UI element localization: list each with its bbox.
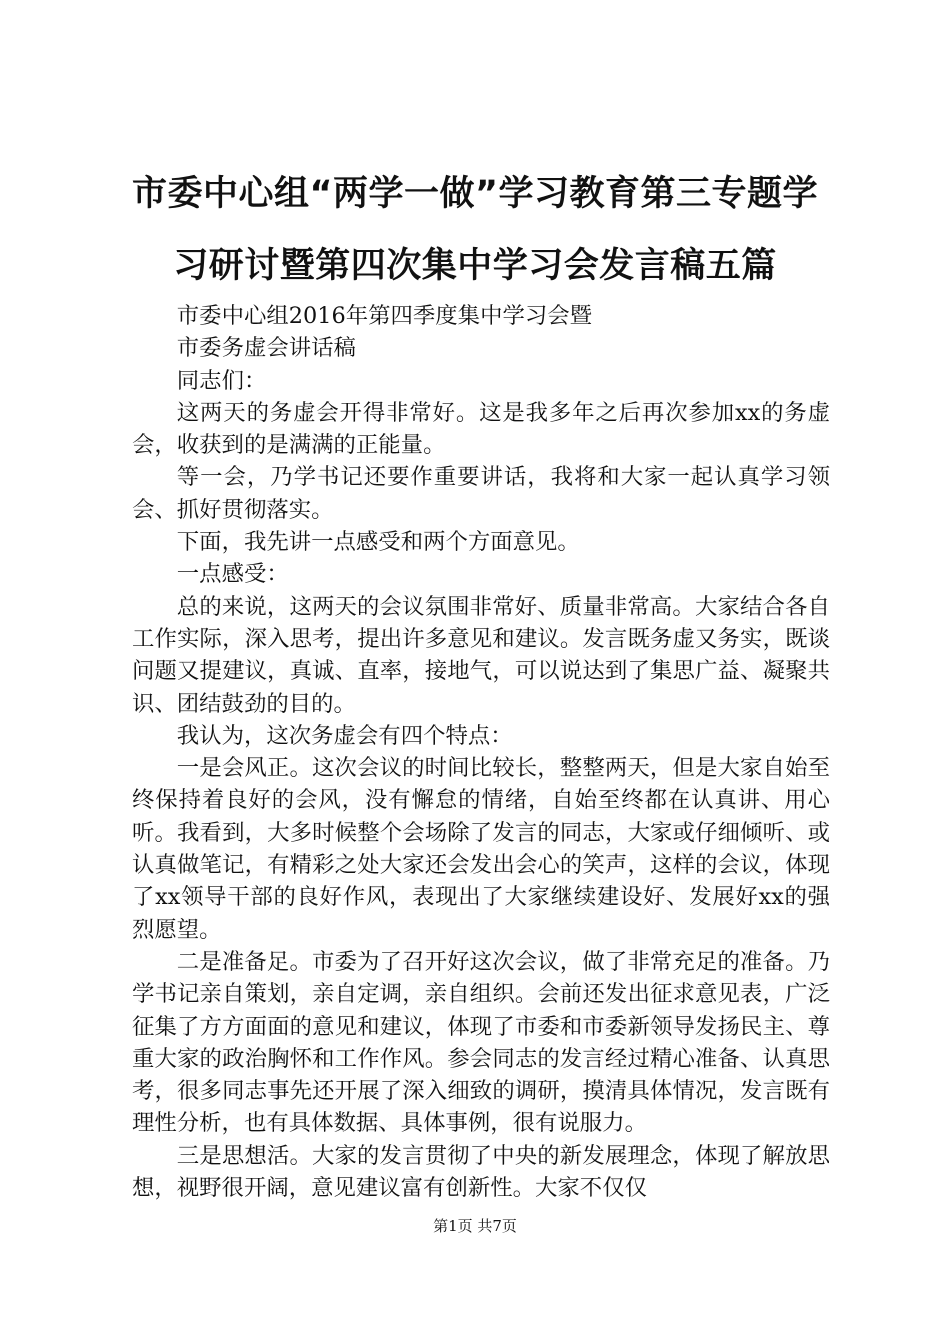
paragraph: 同志们： (176, 367, 267, 394)
paragraph: 等一会，乃学书记还要作重要讲话，我将和大家一起认真学习领会、抓好贯彻落实。 (132, 464, 830, 523)
title-line: 市委中心组“两学一做”学习教育第三专题学 (131, 174, 818, 214)
paragraph: 市委务虚会讲话稿 (176, 335, 356, 362)
page-number-footer: 第1页 共7页 (433, 1217, 517, 1235)
paragraph: 下面，我先讲一点感受和两个方面意见。 (176, 529, 580, 556)
paragraph: 三是思想活。大家的发言贯彻了中央的新发展理念，体现了解放思想，视野很开阔，意见建议富有创新性。大家不仅仅 (132, 1142, 830, 1202)
paragraph: 总的来说，这两天的会议氛围非常好、质量非常高。大家结合各自工作实际，深入思考，提出许多意见和建议。发言既务虚又务实，既谈问题又提建议，真诚、直率，接地气，可以说达到了集思广益、凝聚共识、团结鼓劲的目的。 (132, 593, 830, 717)
paragraph: 我认为，这次务虚会有四个特点： (176, 722, 513, 749)
paragraph: 二是准备足。市委为了召开好这次会议，做了非常充足的准备。乃学书记亲自策划，亲自定调，亲自组织。会前还发出征求意见表，广泛征集了方方面面的意见和建议，体现了市委和市委新领导发扬民主、尊重大家的政治胸怀和工作作风。参会同志的发言经过精心准备、认真思考，很多同志事先还开展了深入细致的调研，摸清具体情况，发言既有理性分析，也有具体数据、具体事例，很有说服力。 (132, 948, 830, 1137)
document-body (132, 300, 830, 1204)
paragraph: 一是会风正。这次会议的时间比较长，整整两天，但是大家自始至终保持着良好的会风，没有懈怠的情绪，自始至终都在认真讲、用心听。我看到，大多时候整个会场除了发言的同志，大家或仔细倾听、或认真做笔记，有精彩之处大家还会发出会心的笑声，这样的会议，体现了xx领导干部的良好作风，表现出了大家继续建设好、发展好xx的强烈愿望。 (132, 755, 830, 943)
paragraph: 这两天的务虚会开得非常好。这是我多年之后再次参加xx的务虚会，收获到的是满满的正能量。 (132, 399, 830, 459)
document-title (110, 158, 840, 302)
paragraph: 一点感受： (176, 561, 289, 588)
title-line: 习研讨暨第四次集中学习会发言稿五篇 (173, 246, 777, 286)
paragraph: 市委中心组2016年第四季度集中学习会暨 (176, 303, 593, 329)
